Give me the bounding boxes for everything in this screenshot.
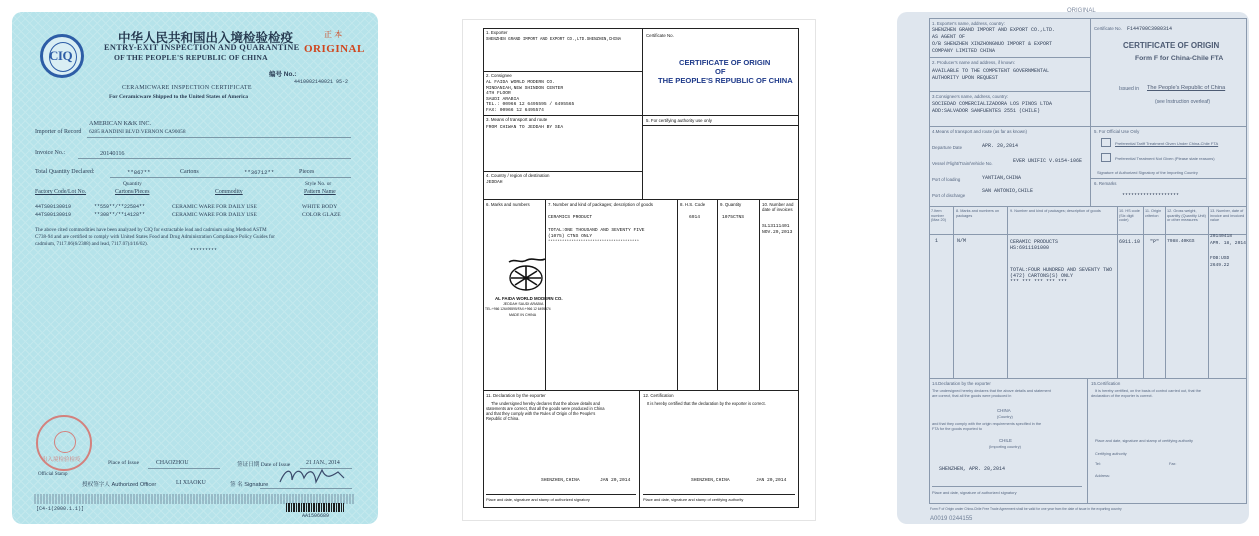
goods-line1: CERAMIC PRODUCTS: [1010, 239, 1059, 245]
description-header: 7. Number and kind of packages; description of goods: [548, 202, 653, 207]
issued-in-label: Issued in: [1119, 86, 1140, 92]
loading-value: YANTIAN,CHINA: [982, 175, 1022, 181]
goods-line3: TOTAL:FOUR HUNDRED AND SEVENTY TWO: [1010, 267, 1113, 273]
transport-value: FROM CHIWAN TO JEDDAH BY SEA: [486, 125, 564, 130]
place-of-issue-label: Place of Issue: [108, 460, 140, 466]
certifying-authority-label: 5. For certifying authority use only: [646, 118, 712, 123]
marks-header: 8. Marks and numbers on packages: [956, 209, 1000, 218]
certification-line1: It is hereby certified, on the basis of control carried out, that the: [1095, 389, 1201, 393]
pieces-label: Pieces: [299, 169, 315, 175]
statement-end: *********: [190, 248, 218, 254]
column-quantity-top: Quantity: [123, 181, 142, 187]
producer-label: 2. Producer's name and address, if known:: [932, 60, 1016, 65]
importer-underline: [87, 137, 351, 138]
quantity-value: 1075CTNS: [722, 215, 745, 220]
transport-label: 4.Means of transport and route (as far as known): [932, 129, 1027, 134]
invoice-terms: FOB:USD: [1210, 256, 1230, 261]
certifying-authority-label: Certifying authority: [1095, 452, 1127, 456]
row1-factory-code: 44TS00130019: [35, 204, 72, 210]
validity-footer: Form F of Origin under China-Chile Free Trade Agreement shall be valid for one year from the date of issue in the exporting country: [930, 507, 1122, 511]
invoice-value: 20140116: [100, 150, 125, 157]
handwritten-signature: [278, 464, 348, 488]
quantity-value: **867**: [127, 169, 151, 176]
declaration-place-date: SHENZHEN, APR. 20,2014: [939, 466, 1006, 472]
certification-signatory-label: Place and date, signature and stamp of certifying authority: [643, 497, 744, 502]
number-value: 4410002140021 95-2: [294, 79, 349, 85]
consignee-label: 2. Consignee: [486, 73, 512, 78]
address-label: Address:: [1095, 474, 1110, 478]
declaration-line3: and that they comply with the origin requirements specified in the: [932, 422, 1042, 426]
declaration-line4: FTA for the goods exported to: [932, 427, 982, 431]
producer-line1: AVAILABLE TO THE COMPETENT GOVERNMENTAL: [932, 68, 1050, 74]
not-given-checkbox[interactable]: [1101, 153, 1111, 162]
exporter-line2: AS AGENT OF: [932, 34, 966, 40]
fax-label: Fax:: [1169, 462, 1177, 466]
certification-line2: declaration of the exporter is correct.: [1091, 394, 1153, 398]
weight-value: 7988.40KGS: [1167, 239, 1195, 244]
official-stamp: [36, 415, 92, 471]
col-div-5: [1165, 206, 1166, 378]
invoice-header: 13. Number, date of invoice and invoiced value: [1210, 209, 1245, 223]
certificate-title-line3: THE PEOPLE'S REPUBLIC OF CHINA: [658, 76, 793, 85]
invoice-value: 2649.22: [1210, 263, 1230, 268]
certificate-title-line2: OF: [715, 67, 726, 76]
declaration-sign-line: [932, 486, 1082, 487]
box3-bottom-line: [929, 126, 1247, 127]
declaration-signatory-label: Place and date, signature and stamp of authorized signatory: [486, 497, 590, 502]
certificate-no-value: F144700C3980314: [1127, 26, 1173, 32]
quantity-label: Total Quantity Declared:: [35, 169, 95, 175]
mark-company: AL FAIDA WORLD MODERN CO.: [495, 296, 563, 301]
certificate-title-line1: CERTIFICATE OF ORIGIN: [679, 58, 771, 67]
original-label: ORIGINAL: [304, 43, 365, 55]
row1-quantity: **559**/**22584**: [94, 204, 146, 210]
declaration-date: JAN 20,2014: [600, 478, 631, 483]
exporter-declaration-label: 14.Declaration by the exporter: [932, 381, 991, 386]
consignee-line1: SOCIEDAD COMERCIALIZADORA LOS PINOS LTDA: [932, 101, 1053, 107]
goods-line2: TOTAL:ONE THOUSAND AND SEVENTY FIVE: [548, 228, 645, 233]
column-factory-code: Factory Code/Lot No.: [35, 189, 87, 195]
cartons-label: Cartons: [180, 169, 199, 175]
exporter-line1: SHENZHEN GRAND IMPORT AND EXPORT CO.,LTD.: [932, 27, 1056, 33]
consignee-line4: SAUDI ARABIA: [486, 96, 520, 102]
column-cartons-pieces: Cartons/Pieces: [115, 189, 150, 195]
goods-col-divider-4: [759, 199, 760, 391]
statement-line3: cadmium, 7117.06(6/2388) and lead, 7117.07(4/16/02).: [35, 241, 148, 247]
invoice-label: Invoice No.:: [35, 150, 65, 156]
invoice-date: NOV.29,2013: [762, 230, 793, 235]
official-stamp-label: Official Stamp: [38, 472, 68, 477]
exporter-label: 1. Exporter's name, address, country:: [932, 21, 1005, 26]
date-of-issue-value: 21 JAN., 2014: [306, 460, 340, 466]
col-div-4: [1143, 206, 1144, 378]
importing-signature-label: Signature of Authorized Signatory of the Importing Country: [1097, 170, 1198, 175]
transport-box: [483, 115, 643, 172]
vessel-value: EVER UNIFIC V.0154-106E: [1013, 158, 1083, 164]
exporter-label: 1. Exporter: [486, 30, 508, 35]
column-pattern-name: Pattern Name: [304, 189, 336, 195]
hs-code-header: 8. H.S. Code: [680, 202, 706, 207]
goods-col-divider-1: [545, 199, 546, 391]
form-subtitle: Form F for China-Chile FTA: [1135, 55, 1224, 62]
weight-header: 12. Gross weight, quantity (Quantity Unit) or other measures: [1167, 209, 1206, 223]
origin-header: 11. Origin criterion: [1145, 209, 1162, 218]
consignee-line2: MINDANIAH,NEW SHINDON CENTER: [486, 85, 564, 91]
declaration-place: SHENZHEN,CHINA: [541, 478, 580, 483]
form-code: [C4-1(2000.1.1)]: [36, 506, 85, 512]
importer-name: AMERICAN K&K INC.: [89, 120, 152, 127]
bottom-divider-vertical: [1087, 378, 1088, 504]
declaration-line1: The undersigned hereby declares that the above details and statement: [932, 389, 1051, 393]
document-title: CERAMICWARE INSPECTION CERTIFICATE: [122, 85, 252, 91]
departure-value: APR. 20,2014: [982, 143, 1019, 149]
item-number-value: 1: [935, 238, 939, 244]
pieces-value: **36712**: [244, 169, 275, 176]
consignee-line1: AL FAIDA WORLD MODERN CO.: [486, 80, 555, 85]
goods-line5: *** *** *** *** ***: [1010, 279, 1068, 285]
col-div-1: [953, 206, 954, 378]
authorized-officer-label: 授权签字人 Authorized Officer: [82, 482, 157, 488]
loading-label: Port of loading: [932, 177, 961, 182]
top-cut-label: ORIGINAL: [1067, 8, 1096, 14]
bottom-serial: A0019 0244155: [930, 516, 973, 522]
certifying-authority-box: [642, 115, 799, 200]
row1-commodity: CERAMIC WARE FOR DAILY USE: [172, 204, 257, 210]
quantity-header: 9. Quantity: [720, 202, 742, 207]
declaration-line2: are correct, that all the goods were produced in: [932, 394, 1012, 398]
declaration-signatory-label: Place and date, signature of authorized signatory: [932, 490, 1017, 495]
row1-style: WHITE BODY: [302, 204, 338, 210]
exporter-line4: COMPANY LIMITED CHINA: [932, 48, 996, 54]
col-div-2: [1007, 206, 1008, 378]
consignee-label: 3.Consignee's name, address, country:: [932, 94, 1009, 99]
goods-top-line: [929, 206, 1247, 207]
declaration-text3: and that they comply with the Rules of Origin of the People's: [486, 411, 596, 416]
declaration-text4: Republic of China.: [486, 416, 520, 421]
goods-line1: CERAMICS PRODUCT: [548, 215, 593, 220]
mark-city: JEDDAH SAUDI ARABIA: [503, 302, 544, 306]
company-logo-mark: [503, 256, 549, 294]
row2-commodity: CERAMIC WARE FOR DAILY USE: [172, 212, 257, 218]
remarks-value: *******************: [1122, 193, 1180, 199]
declaration-import-label: (Importing country): [989, 445, 1021, 449]
transport-label: 3. Means of transport and route: [486, 117, 548, 122]
hs-code-header: 10. HS code (Six digit code): [1119, 209, 1140, 223]
box2-bottom-line: [929, 91, 1090, 92]
declaration-country: CHINA: [997, 408, 1011, 413]
row2-factory-code: 44TS00130019: [35, 212, 72, 218]
hs-code-value: 6914: [689, 215, 701, 220]
stamp-text: 出入境检验检疫: [42, 457, 81, 463]
certification-place: SHENZHEN,CHINA: [691, 478, 730, 483]
not-given-option: Preferential Treatment Not Given (Please state reasons): [1115, 156, 1215, 161]
col-div-6: [1208, 206, 1209, 378]
form-title: CERTIFICATE OF ORIGIN: [1123, 41, 1220, 50]
goods-col-divider-3: [717, 199, 718, 391]
mark-made-in: MADE IN CHINA: [509, 313, 537, 317]
exporter-line3: O/B SHENZHEN XINZHONGNUO IMPORT & EXPORT: [932, 41, 1053, 47]
mark-phone: TEL:+966 126495595/FAX:+966 12 6495574: [485, 307, 551, 311]
discharge-label: Port of discharge: [932, 193, 966, 198]
box5-bottom-line: [1090, 178, 1247, 179]
declaration-country-label: (Country): [997, 415, 1013, 419]
col-div-3: [1117, 206, 1118, 378]
goods-bottom-line: [929, 378, 1247, 379]
description-header: 9. Number and kind of packages; description of goods: [1010, 209, 1101, 213]
box1-bottom-line: [929, 57, 1090, 58]
consignee-line2: ADD:SALVADOR SANFUENTES 2551 (CHILE): [932, 108, 1041, 114]
certificate-no-label: Certificate No.: [1094, 26, 1122, 31]
item-number-header: 7.Item number (Max 20): [931, 209, 946, 223]
origin-value: "P": [1150, 239, 1160, 245]
declaration-sign-line: [486, 494, 636, 495]
goods-line4: (472) CARTONS(S) ONLY: [1010, 273, 1074, 279]
marks-value: N/M: [957, 238, 967, 244]
statement-line1: The above cited commodities have been analyzed by CIQ for extractable lead and cadmium using Method ASTM: [35, 227, 267, 233]
certification-place-label: Place and date, signature and stamp of certifying authority: [1095, 439, 1193, 443]
discharge-value: SAN ANTONIO,CHILE: [982, 188, 1034, 194]
invoice-header: 10. Number and date of invoices: [762, 202, 794, 213]
authorized-officer-value: LI XIAOKU: [176, 480, 206, 486]
invoice-date: APR. 18, 2014: [1210, 241, 1246, 246]
certification-date: JAN 20,2014: [756, 478, 787, 483]
certification-label: 12. Certification: [643, 393, 674, 398]
producer-line2: AUTHORITY UPON REQUEST: [932, 75, 999, 81]
destination-value: JEDDAH: [486, 180, 503, 185]
title-chinese: 中华人民共和国出入境检验检疫: [118, 31, 294, 45]
hs-code-value: 6911.10: [1119, 239, 1141, 245]
column-commodity: Commodity: [215, 189, 243, 195]
document-subtitle: For Ceramicware Shipped to the United States of America: [109, 94, 248, 100]
signature-underline: [260, 488, 352, 489]
consignee-line6: FAX: 00966 12 6495574: [486, 107, 544, 113]
official-use-label: 5. For Official Use Only: [1094, 129, 1140, 134]
certification-text: It is hereby certified that the declaration by the exporter is correct.: [647, 401, 766, 406]
see-instruction: (see Instruction overleaf): [1155, 99, 1211, 105]
goods-col-divider-2: [677, 199, 678, 391]
declaration-import-country: CHILE: [999, 438, 1012, 443]
ciq-logo: [40, 34, 84, 78]
consignee-line3: 4TH FLOOR: [486, 91, 511, 96]
signature-label: 签 名 Signature: [230, 482, 269, 488]
departure-label: Departure Date: [932, 145, 963, 150]
preferential-checkbox[interactable]: [1101, 138, 1111, 147]
ciq-logo-text: CIQ: [49, 48, 73, 63]
original-chinese: 正 本: [324, 30, 343, 39]
statement-line2: C738-94 and are certified to comply with United States Food and Drug Administration Compliance Policy Guides for: [35, 234, 275, 240]
goods-line3: (1075) CTNS ONLY: [548, 234, 593, 239]
invoice-underline: [78, 158, 351, 159]
remarks-label: 6. Remarks: [1094, 181, 1117, 186]
vessel-label: Vessel /Flight/Train/Vehicle No.: [932, 161, 993, 166]
title-english-line1: ENTRY-EXIT INSPECTION AND QUARANTINE: [104, 43, 300, 52]
declaration-label: 11. Declaration by the exporter: [486, 393, 546, 398]
goods-line2: HS:6911101000: [1010, 245, 1050, 251]
row2-style: COLOR GLAZE: [302, 212, 341, 218]
row2-quantity: **308**/**14128**: [94, 212, 146, 218]
declaration-text1: The undersigned hereby declares that the above details and: [491, 401, 601, 406]
quantity-underline: [110, 177, 351, 178]
importer-address: 6285 RANDINI BLVD.VERNON CA90058: [89, 129, 186, 135]
declaration-text2: statements are correct, that all the goods were produced in China: [486, 406, 605, 411]
preferential-given-option: Preferential Tariff Treatment Given Under China-Chile FTA: [1115, 141, 1219, 146]
marks-header: 6. Marks and numbers: [486, 202, 530, 207]
certificate-no-label: Certificate No.: [646, 33, 674, 38]
certificate-of-origin-form-f: [897, 8, 1249, 524]
inspection-certificate: [12, 12, 378, 524]
goods-header-line: [929, 234, 1247, 235]
consignee-line5: TEL.: 00966 12 6495595 / 6495565: [486, 102, 575, 107]
goods-line4: ***************************************: [548, 240, 640, 244]
tel-label: Tel:: [1095, 462, 1101, 466]
invoice-number: SL13111401: [762, 224, 790, 229]
importer-label: Importer of Record: [35, 129, 82, 135]
certification-sign-line: [643, 494, 795, 495]
number-label: 编号 No.:: [269, 71, 297, 78]
certification-box: [639, 390, 799, 508]
certificate-of-origin-china: [463, 20, 815, 520]
barcode: [286, 503, 344, 512]
place-of-issue-value: CHAOZHOU: [156, 460, 189, 466]
place-underline: [148, 468, 220, 469]
column-style-top: Style No. or: [305, 181, 332, 187]
title-english-line2: OF THE PEOPLE'S REPUBLIC OF CHINA: [114, 53, 268, 62]
serial-number: AA1506689: [302, 513, 330, 519]
exporter-value: SHENZHEN GRAND IMPORT AND EXPORT CO.,LTD.SHENZHEN,CHINA: [486, 38, 622, 42]
issued-in-value: The People's Republic of China: [1147, 85, 1226, 91]
invoice-number: 20140418: [1210, 234, 1233, 239]
certification-label: 15.Certification: [1091, 381, 1121, 386]
destination-label: 4. Country / region of destination: [486, 173, 550, 178]
date-of-issue-label: 签证日期 Date of Issue: [237, 462, 291, 468]
